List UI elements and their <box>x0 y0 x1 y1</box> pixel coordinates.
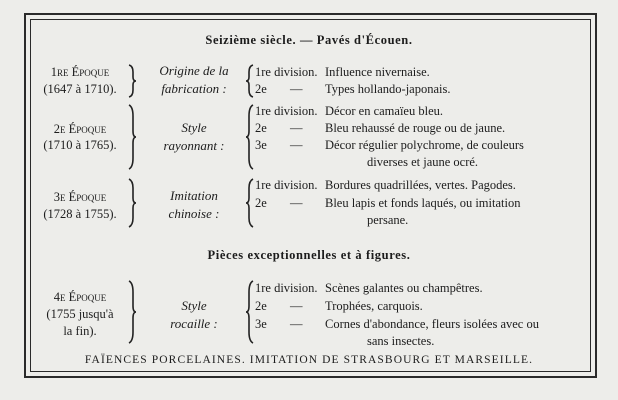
period-2-division-2-num: 2e <box>255 121 267 135</box>
period-1-division-2-text: Types hollando-japonais. <box>325 82 451 96</box>
period-4-style-line1: Style <box>181 298 207 313</box>
period-3-division-2-text-line2: persane. <box>367 213 409 227</box>
period-2-style-line1: Style <box>181 120 207 135</box>
period-2-era: 2e Époque <box>53 122 107 136</box>
period-1-style-line1: Origine de la <box>159 63 229 78</box>
period-4-division-1-text: Scènes galantes ou champêtres. <box>325 281 483 295</box>
period-1-era: 1re Époque <box>50 65 110 79</box>
period-1-left-brace <box>128 64 136 98</box>
period-1-style-line2: fabrication : <box>161 81 227 96</box>
period-3-division-1-text: Bordures quadrillées, vertes. Pagodes. <box>325 178 516 192</box>
period-4-division-3-text-line2: sans insectes. <box>367 334 435 348</box>
period-1-division-1-num: 1re division. <box>255 65 318 79</box>
period-2-division-3-num: 3e <box>255 138 267 152</box>
period-4-division-3-num: 3e <box>255 317 267 331</box>
period-3-division-1-num: 1re division. <box>255 178 318 192</box>
period-2-division-2-text: Bleu rehaussé de rouge ou de jaune. <box>325 121 506 135</box>
period-4-division-2-num: 2e <box>255 299 267 313</box>
period-4-style-line2: rocaille : <box>170 316 218 331</box>
period-3-style-line2: chinoise : <box>168 206 220 221</box>
period-2-division-3-text-line2: diverses et jaune ocré. <box>367 155 479 169</box>
period-3-division-2-text-line1: Bleu lapis et fonds laqués, ou imitation <box>325 196 521 210</box>
period-2-division-1-text: Décor en camaïeu bleu. <box>325 104 443 118</box>
period-2-right-brace <box>246 104 254 170</box>
period-3-style-line1: Imitation <box>170 188 218 203</box>
period-4-era: 4e Époque <box>53 290 107 304</box>
period-3-right-brace <box>246 178 254 228</box>
period-4-right-brace <box>246 280 254 344</box>
period-3-era: 3e Époque <box>53 190 107 204</box>
period-4-left-brace <box>128 280 136 344</box>
period-1-division-2-num: 2e <box>255 82 267 96</box>
period-4-dates-line1: (1755 jusqu'à <box>46 307 114 321</box>
period-3-division-2-num: 2e <box>255 196 267 210</box>
period-3-left-brace <box>128 178 136 228</box>
period-3-dates: (1728 à 1755). <box>43 207 117 221</box>
period-2-division-3-dash: — <box>290 138 303 152</box>
period-2-division-2-dash: — <box>290 121 303 135</box>
period-4-division-3-dash: — <box>290 317 303 331</box>
period-2-style-line2: rayonnant : <box>163 138 225 153</box>
period-2-division-1-num: 1re division. <box>255 104 318 118</box>
period-2-dates: (1710 à 1765). <box>43 138 117 152</box>
period-1-right-brace <box>246 64 254 98</box>
period-3-division-2-dash: — <box>290 196 303 210</box>
period-1-dates: (1647 à 1710). <box>43 82 117 96</box>
period-4-division-1-num: 1re division. <box>255 281 318 295</box>
period-4-division-3-text-line1: Cornes d'abondance, fleurs isolées avec ou <box>325 317 539 331</box>
section-heading-exceptional-pieces: Pièces exceptionnelles et à figures. <box>207 248 411 262</box>
period-1-division-2-dash: — <box>290 82 303 96</box>
period-1-division-1-text: Influence nivernaise. <box>325 65 430 79</box>
period-2-division-3-text-line1: Décor régulier polychrome, de couleurs <box>325 138 524 152</box>
section-heading-16th-century: Seizième siècle. — Pavés d'Écouen. <box>205 33 413 47</box>
period-4-division-2-text: Trophées, carquois. <box>325 299 423 313</box>
period-4-division-2-dash: — <box>290 299 303 313</box>
period-4-dates-line2: la fin). <box>63 324 97 338</box>
footer-note: FAÏENCES PORCELAINES. IMITATION DE STRASBOURG ET MARSEILLE. <box>84 354 534 366</box>
period-2-left-brace <box>128 104 136 170</box>
